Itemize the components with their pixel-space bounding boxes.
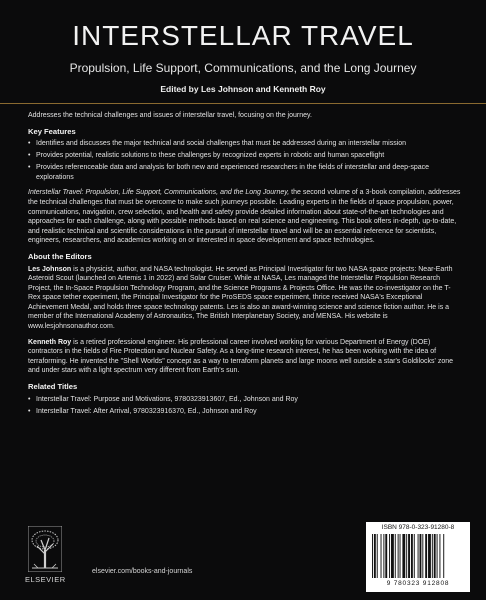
barcode-bar xyxy=(389,534,390,578)
bio-text: is a retired professional engineer. His professional career involved working for various Department of Energy (DOE) contractors in the fields of Fire Protection and Nuclear Safety. As a long-time research interest, he has been working with the idea of terraforming. He invented the "Shell Worlds" concept as a way to terraform planets and large moons well outside a star's Goldilocks' zone and under stars with a light spectrum very different from Earth's sun. xyxy=(28,338,453,375)
key-features-heading: Key Features xyxy=(28,126,76,136)
barcode-bar xyxy=(428,534,431,578)
barcode-bar xyxy=(425,534,427,578)
bio-name: Kenneth Roy xyxy=(28,338,72,346)
barcode-bar xyxy=(437,534,438,578)
elsevier-tree-logo xyxy=(28,526,62,572)
barcode-bar xyxy=(402,534,405,578)
key-features-list xyxy=(28,139,462,182)
barcode-bar xyxy=(414,534,415,578)
barcode-bar xyxy=(395,534,396,578)
back-cover-text xyxy=(28,111,462,419)
barcode-bar xyxy=(439,534,440,578)
bio-name: Les Johnson xyxy=(28,265,72,273)
barcode-bar xyxy=(385,534,387,578)
related-titles-list xyxy=(28,395,462,417)
isbn-barcode xyxy=(366,522,470,592)
list-item: • Interstellar Travel: Purpose and Motivations, 9780323913607, Ed., Johnson and Roy xyxy=(28,395,462,405)
header-divider xyxy=(0,103,486,104)
barcode-bar xyxy=(443,534,444,578)
publisher-url[interactable]: elsevier.com/books-and-journals xyxy=(92,568,193,575)
barcode-bar xyxy=(398,534,399,578)
barcode-bar xyxy=(422,534,423,578)
barcode-bar xyxy=(434,534,436,578)
cover-header xyxy=(0,0,486,98)
barcode-bar xyxy=(400,534,401,578)
barcode-bar xyxy=(411,534,413,578)
barcode-bar xyxy=(374,534,376,578)
list-item: • Provides potential, realistic solutions to these challenges by recognized experts in robotic and human spaceflight xyxy=(28,151,462,161)
isbn-label: ISBN 978-0-323-91280-8 xyxy=(381,524,455,531)
description-title: Interstellar Travel: Propulsion, Life Support, Communications, and the Long Journey, xyxy=(28,189,290,197)
barcode-digits: 9 780323 912808 xyxy=(386,580,450,587)
bio-text: is a physicist, author, and NASA technologist. He served as Principal Investigator for two NASA space projects: Near-Earth Asteroid Scout (launched on Artemis 1 in 2022) and Solar Cruiser. While at NASA, Les managed the Interstellar Propulsion Research Project, the In-Space Propulsion Technology Program, and the Science Programs & Projects Office. He was the co-investigator on the T-Rex space tether experiment, the Principal Investigator for the ProSEDS space experiment, thrice received NASA's Exceptional Achievement Medal, and holds three space technology patents. Les is also an award-winning science and science fiction author. He is a member of the International Academy of Astronautics, The British Interplanetary Society, and MENSA. His website is www.lesjohnsonauthor.com. xyxy=(28,265,453,331)
intro-text: Addresses the technical challenges and issues of interstellar travel, focusing on the journey. xyxy=(28,112,312,119)
barcode-bars xyxy=(372,534,464,578)
about-editors-heading: About the Editors xyxy=(28,251,92,261)
list-item: • Provides referenceable data and analysis for both new and experienced researchers in the fields of interstellar and deep-space explorations xyxy=(28,163,462,182)
barcode-bar xyxy=(406,534,407,578)
barcode-bar xyxy=(377,534,378,578)
description-text: the second volume of a 3-book compilation, addresses the technical challenges that must be overcome to make such journeys possible. Leading experts in the fields of space propulsion, power, communications, navigation, crew selection, and health and safety provide detailed information about state-of-the-art technologies and approaches for each challenge, along with possible methods based on real science and engineering. This book offers in-depth, up-to-date, and realistic technical and scientific considerations in the pursuit of interstellar travel and will be an essential reference for scientists, engineers, researchers, and academics working on or interested in space development and space technologies. xyxy=(28,189,461,245)
barcode-bar xyxy=(418,534,419,578)
bio-johnson xyxy=(28,265,462,332)
publisher-name: ELSEVIER xyxy=(25,575,66,584)
barcode-bar xyxy=(381,534,382,578)
editors-line: Edited by Les Johnson and Kenneth Roy xyxy=(160,84,326,94)
list-item: • Identifies and discusses the major technical and social challenges that must be addressed during an interstellar mission xyxy=(28,139,462,149)
barcode-bar xyxy=(432,534,433,578)
barcode-bar xyxy=(372,534,373,578)
list-item: • Interstellar Travel: After Arrival, 9780323916370, Ed., Johnson and Roy xyxy=(28,407,462,417)
book-subtitle: Propulsion, Life Support, Communications, and the Long Journey xyxy=(69,61,417,75)
barcode-bar xyxy=(408,534,410,578)
book-title: INTERSTELLAR TRAVEL xyxy=(72,20,414,51)
barcode-bar xyxy=(383,534,384,578)
related-titles-heading: Related Titles xyxy=(28,382,78,392)
barcode-bar xyxy=(420,534,422,578)
barcode-bar xyxy=(391,534,394,578)
description-paragraph xyxy=(28,188,462,246)
bio-roy xyxy=(28,338,462,376)
